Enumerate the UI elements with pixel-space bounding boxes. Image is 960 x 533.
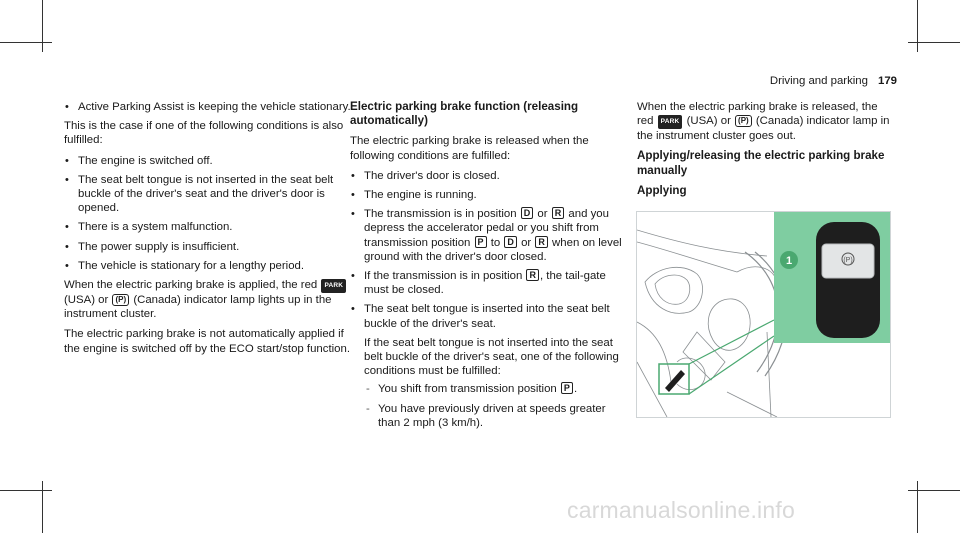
gear-d-icon: D [504, 236, 517, 248]
gear-p-icon: P [475, 236, 487, 248]
text: If the transmission is in position [364, 270, 523, 283]
column-3 [637, 100, 897, 198]
text: When the electric parking brake is applied, the red [64, 279, 318, 292]
watermark: carmanualsonline.info [567, 497, 795, 523]
gear-p-icon: P [561, 382, 573, 394]
conditions-list [64, 154, 354, 273]
text: The transmission is in position [364, 208, 517, 221]
text: (USA) or [64, 294, 109, 307]
text: . [573, 383, 578, 396]
page-number: 179 [877, 75, 897, 87]
list-item: - You have previously driven at speeds greater than 2 mph (3 km/h). [364, 402, 625, 430]
paragraph: The electric parking brake is not automatically applied if the engine is switched off by the ECO start/stop function. [64, 328, 350, 355]
section-title: Driving and parking [769, 75, 868, 87]
paragraph: The electric parking brake is released when the following conditions are fulfilled: [350, 135, 589, 162]
paragraph: If the seat belt tongue is not inserted into the seat belt buckle of the driver's seat, one of the following conditions must be fulfilled: [364, 336, 619, 378]
parking-brake-indicator-icon: (P) [112, 294, 129, 306]
crop-mark [0, 490, 52, 491]
crop-mark [917, 0, 918, 52]
text: (Canada) indicator lamp lights up in the instrument cluster. [64, 294, 332, 321]
crop-mark [42, 0, 43, 52]
text: or [521, 236, 532, 249]
switch-housing [816, 222, 880, 338]
crop-mark [42, 481, 43, 533]
gear-r-icon: R [535, 236, 548, 248]
text: to [490, 236, 501, 249]
paragraph [64, 278, 354, 321]
list-item [350, 269, 625, 297]
column-1 [64, 100, 354, 362]
text: when on level ground with the driver's door closed. [364, 236, 622, 263]
text: and you depress the accelerator pedal or you shift from transmission position [364, 208, 609, 249]
crop-mark [0, 42, 52, 43]
parking-brake-indicator-icon: (P) [735, 115, 752, 127]
running-header [770, 74, 897, 88]
dashboard-line-drawing [637, 212, 890, 417]
list-item: • The engine is running. [350, 188, 625, 202]
callout-number: 1 [785, 255, 793, 267]
conditions-list [350, 169, 625, 331]
list-item: • Active Parking Assist is keeping the vehicle stationary. [64, 100, 354, 114]
text: (USA) or [686, 115, 731, 128]
list-item: • The engine is switched off. [64, 154, 354, 168]
text: or [537, 208, 548, 221]
parking-brake-illustration [636, 211, 891, 418]
list-item: • The seat belt tongue is inserted into the seat belt buckle of the driver's seat. [350, 302, 625, 330]
list-item: • The power supply is insufficient. [64, 240, 354, 254]
section-heading: Applying/releasing the electric parking brake manually [637, 149, 885, 177]
section-heading: Electric parking brake function (releasing automatically) [350, 100, 579, 128]
list-item: • The vehicle is stationary for a lengthy period. [64, 259, 354, 273]
subheading: Applying [637, 183, 687, 197]
list-item [350, 207, 625, 264]
paragraph [637, 100, 897, 143]
column-2 [350, 100, 625, 435]
crop-mark [908, 490, 960, 491]
park-indicator-icon: PARK [321, 279, 346, 293]
text: When the electric parking brake is released, the red [637, 101, 878, 128]
crop-mark [917, 481, 918, 533]
text: , the tail-gate must be closed. [364, 270, 606, 297]
dash-list [364, 382, 625, 430]
switch-location-marker [665, 370, 685, 392]
bullet-list [64, 100, 354, 114]
gear-d-icon: D [521, 207, 534, 219]
crop-mark [908, 42, 960, 43]
list-item: • The driver's door is closed. [350, 169, 625, 183]
list-item: • The seat belt tongue is not inserted in the seat belt buckle of the driver's seat and the driver's door is opened. [64, 173, 354, 216]
park-indicator-icon: PARK [658, 115, 683, 129]
list-item [364, 382, 625, 396]
gear-r-icon: R [552, 207, 565, 219]
switch-symbol-text: (P) [843, 257, 853, 264]
paragraph: This is the case if one of the following conditions is also fulfilled: [64, 120, 344, 147]
gear-r-icon: R [526, 269, 539, 281]
text: You shift from transmission position [378, 383, 557, 396]
list-item: • There is a system malfunction. [64, 220, 354, 234]
text: (Canada) indicator lamp in the instrument cluster goes out. [637, 115, 890, 143]
